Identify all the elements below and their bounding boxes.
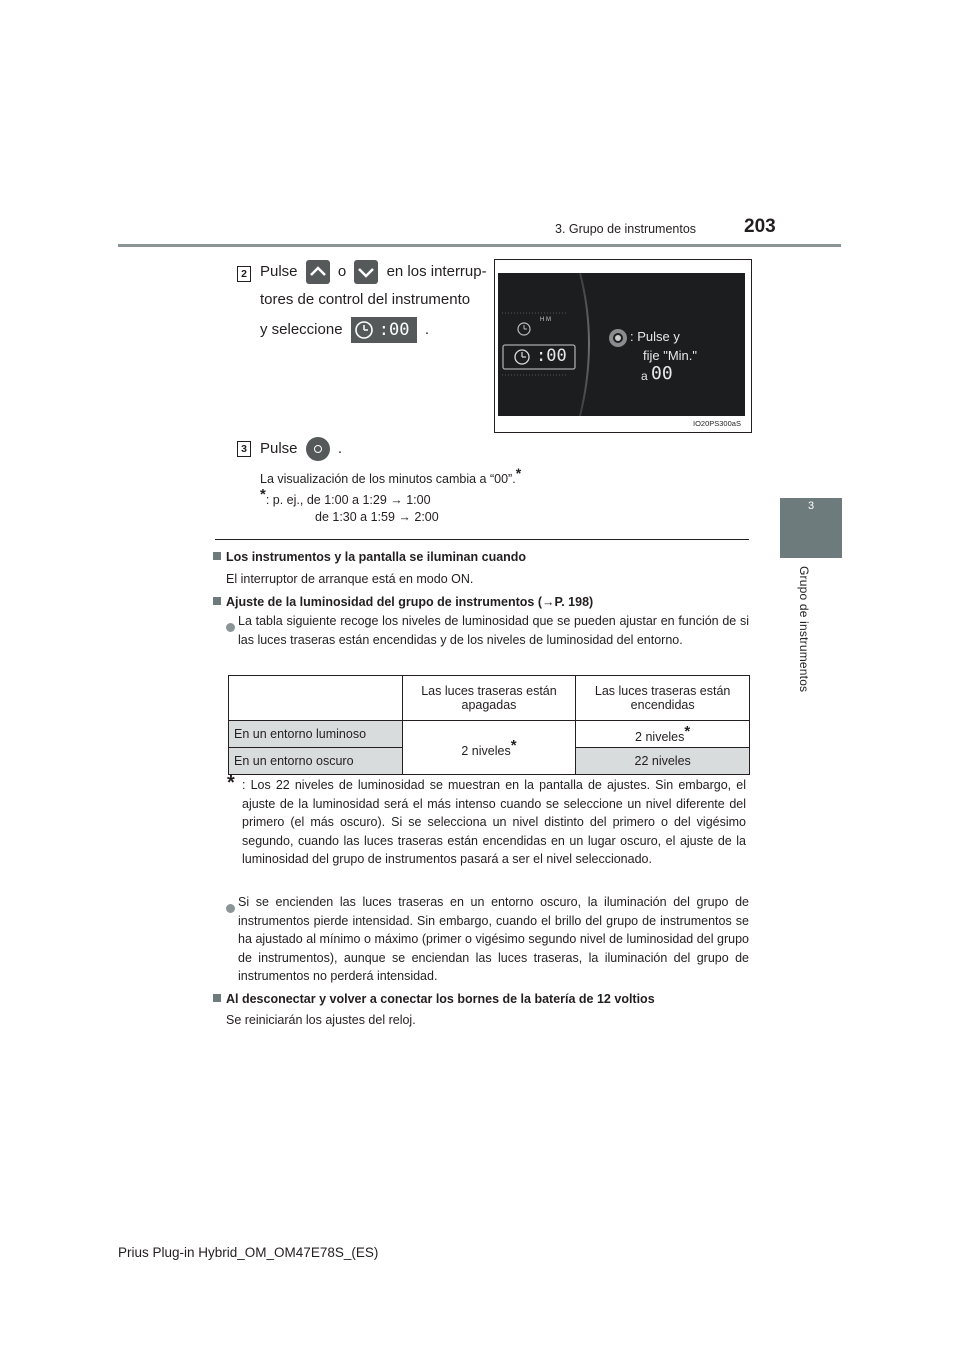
header-rule — [118, 244, 841, 247]
step-2-text — [260, 259, 492, 343]
table-merged-value — [402, 721, 576, 775]
table-row-bright-lights-on-text: 2 niveles — [635, 730, 685, 745]
table-row-bright-label: En un entorno luminoso — [229, 721, 403, 748]
step-3-note-star: * — [515, 465, 522, 481]
table-footnote — [226, 772, 746, 869]
section-3-title-text: Al desconectar y volver a conectar los bornes de la batería de 12 voltios — [226, 992, 655, 1006]
section-1-title-text: Los instrumentos y la pantalla se iluminan cuando — [226, 550, 527, 564]
display-instruction-1: : Pulse y — [630, 329, 680, 344]
section-3-body: Se reiniciarán los ajustes del reloj. — [226, 1013, 416, 1027]
chapter-tab-label: Grupo de instrumentos — [797, 566, 811, 693]
bullet-dot-icon — [226, 619, 235, 637]
display-instruction-value: 00 — [651, 363, 673, 384]
brightness-table — [228, 675, 750, 775]
section-1-title — [213, 548, 526, 567]
clock-minutes-icon — [351, 317, 417, 343]
step-3-footnote-line1: : p. ej., de 1:00 a 1:29 → 1:00 — [265, 493, 431, 508]
display-clock-value: :00 — [536, 346, 567, 366]
select-button-icon — [306, 437, 330, 461]
section-2-bullet-1: La tabla siguiente recoge los niveles de luminosidad que se pueden ajustar en función de si las luces traseras están encendidas y de los niveles de luminosidad del entorno. — [238, 614, 749, 647]
display-hm-labels: H M — [540, 317, 551, 323]
table-merged-star: * — [510, 736, 517, 754]
section-divider — [215, 539, 749, 540]
display-instruction-2: fije "Min." — [643, 348, 698, 363]
step-3-footnote-star: * — [260, 486, 266, 503]
step-3-marker: 3 — [237, 441, 251, 457]
step-2-line2: tores de control del instrumento — [260, 291, 471, 309]
section-1-body: El interruptor de arranque está en modo ON. — [226, 572, 474, 586]
table-header-lights-off: Las luces traseras están apagadas — [402, 676, 576, 721]
step-2-or: o — [337, 263, 347, 280]
step-2-marker: 2 — [237, 266, 251, 282]
step-3-footnote-line2: de 1:30 a 1:59 → 2:00 — [315, 510, 439, 524]
table-row-dark-lights-on: 22 niveles — [576, 748, 750, 775]
table-footnote-star: * — [227, 772, 235, 794]
section-title: 3. Grupo de instrumentos — [555, 222, 697, 236]
table-footnote-text: : Los 22 niveles de luminosidad se muestran en la pantalla de ajustes. Sin embargo, el ajuste de la luminosidad será el más intenso cuando se seleccione un nivel diferente del primero (el más oscuro). Si se selecciona un nivel distinto del primero o del vigésimo segundo, cuando las luces traseras están encendidas en un lugar oscuro, el ajuste de la luminosidad del grupo de instrumentos pasará a ser el nivel seleccionado. — [242, 778, 746, 866]
instrument-display — [498, 273, 745, 416]
bullet-dot-icon — [226, 900, 235, 918]
display-instruction-3: a — [641, 369, 648, 383]
table-row-dark-label: En un entorno oscuro — [229, 748, 403, 775]
figure-label: IO20PS300aS — [693, 419, 741, 428]
step-2-pulse: Pulse — [260, 263, 298, 280]
section-2-title-text: Ajuste de la luminosidad del grupo de instrumentos (→P. 198) — [226, 595, 594, 609]
step-2-period: . — [424, 321, 430, 339]
table-row-bright-star: * — [684, 723, 691, 741]
step-3-period: . — [337, 440, 343, 457]
chevron-up-icon — [306, 260, 330, 284]
clock-icon-text: :00 — [378, 320, 410, 341]
section-marker-icon — [213, 597, 221, 605]
table-corner-cell — [229, 676, 403, 721]
table-row-bright-lights-on — [576, 721, 750, 748]
document-footer: Prius Plug-in Hybrid_OM_OM47E78S_(ES) — [118, 1245, 379, 1260]
table-merged-value-text: 2 niveles — [461, 744, 511, 759]
step-3-note — [260, 464, 521, 488]
section-marker-icon — [213, 994, 221, 1002]
chapter-tab-number: 3 — [807, 500, 815, 512]
step-2-select: y seleccione — [260, 321, 343, 339]
section-2-title — [213, 593, 593, 612]
step-3-pulse: Pulse — [260, 440, 298, 457]
section-marker-icon — [213, 552, 221, 560]
step-2-line1-end: en los interrup- — [386, 263, 487, 280]
step-3-footnote — [260, 486, 431, 509]
table-header-lights-on: Las luces traseras están encendidas — [576, 676, 750, 721]
step-3-note-text: La visualización de los minutos cambia a “00”. — [260, 472, 516, 487]
page-number: 203 — [744, 216, 776, 237]
step-3-text — [260, 436, 342, 461]
section-2-bullet-2: Si se encienden las luces traseras en un entorno oscuro, la iluminación del grupo de instrumentos pierde intensidad. Sin embargo, cuando el brillo del grupo de instrumentos se ha ajustado al mínimo o máximo (primer o vigésimo segundo nivel de luminosidad del grupo de instrumentos), aunque se enciendan las luces traseras, la iluminación del grupo de instrumentos no perderá intensidad. — [238, 895, 749, 983]
section-3-title — [213, 990, 655, 1009]
chevron-down-icon — [354, 260, 378, 284]
